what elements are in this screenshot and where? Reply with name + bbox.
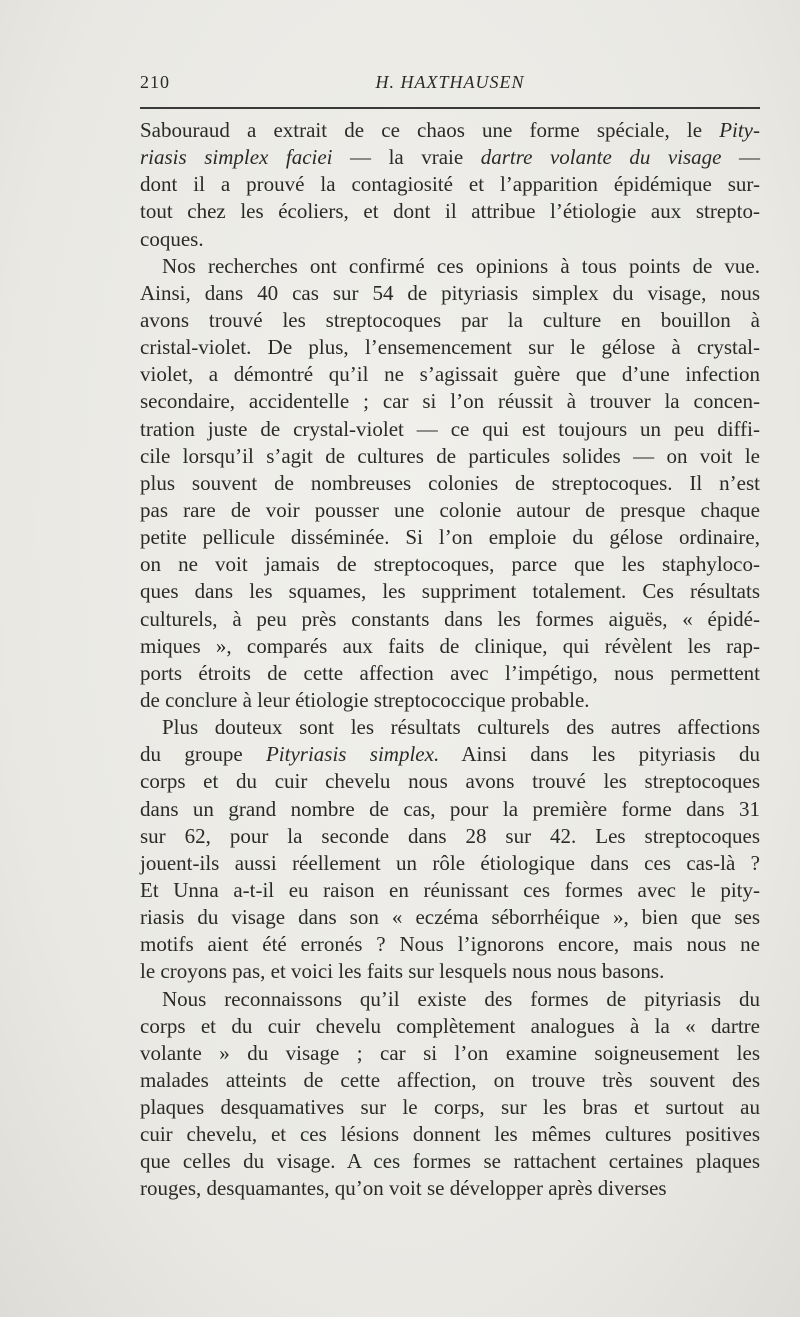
text-run: on ne voit jamais de streptocoques, parce que les staphyloco-	[140, 552, 760, 577]
text-line	[140, 144, 760, 171]
text-line	[140, 741, 760, 768]
text-run: cile lorsqu’il s’agit de cultures de particules solides — on voit le	[140, 443, 760, 468]
text-line	[140, 1067, 760, 1094]
italic-run: Pity-	[719, 118, 760, 142]
text-line	[140, 280, 760, 307]
text-run: de conclure à leur étiologie streptococcique probable.	[140, 687, 590, 712]
text-line	[140, 1013, 760, 1040]
text-run: Plus douteux sont les résultats culturels des autres affections	[162, 715, 760, 740]
text-line	[140, 171, 760, 198]
text-run: du groupe	[140, 742, 266, 767]
text-run: dont il a prouvé la contagiosité et l’apparition épidémique sur-	[140, 172, 760, 197]
text-line	[140, 524, 760, 551]
text-run: Et Unna a-t-il eu raison en réunissant ces formes avec le pity-	[140, 877, 760, 902]
page-header	[140, 72, 760, 100]
text-line	[140, 796, 760, 823]
text-line	[140, 986, 760, 1013]
text-run: Sabouraud a extrait de ce chaos une forme spéciale, le	[140, 118, 720, 142]
text-line	[140, 443, 760, 470]
text-line	[140, 687, 760, 714]
text-line	[140, 606, 760, 633]
body-text	[140, 117, 760, 1203]
text-run: culturels, à peu près constants dans les formes aiguës, « épidé-	[140, 606, 760, 631]
text-run: riasis du visage dans son « eczéma séborrhéique », bien que ses	[140, 905, 760, 930]
text-line	[140, 1040, 760, 1067]
text-run: coques.	[140, 226, 204, 251]
text-run: jouent-ils aussi réellement un rôle étiologique dans ces cas-là ?	[140, 850, 760, 875]
text-run: Nous reconnaissons qu’il existe des formes de pityriasis du	[162, 986, 760, 1011]
text-line	[140, 1175, 760, 1202]
text-run: tration juste de crystal-violet — ce qui est toujours un peu diffi-	[140, 416, 760, 441]
text-line	[140, 1148, 760, 1175]
text-line	[140, 361, 760, 388]
text-run: violet, a démontré qu’il ne s’agissait guère que d’une infection	[140, 362, 760, 387]
text-line	[140, 877, 760, 904]
italic-run: riasis simplex faciei	[140, 145, 333, 170]
text-line	[140, 958, 760, 985]
text-line	[140, 904, 760, 931]
text-run: volante » du visage ; car si l’on examine soigneusement les	[140, 1040, 760, 1065]
page-number: 210	[140, 72, 170, 92]
text-run: petite pellicule disséminée. Si l’on emploie du gélose ordinaire,	[140, 525, 760, 550]
text-run: —	[721, 145, 761, 170]
text-line	[140, 226, 760, 253]
text-run: plus souvent de nombreuses colonies de streptocoques. Il n’est	[140, 470, 760, 495]
header-rule	[140, 107, 760, 109]
text-line	[140, 416, 760, 443]
text-run: Ainsi dans les pityriasis du	[439, 742, 760, 767]
text-line	[140, 470, 760, 497]
text-run: avons trouvé les streptocoques par la culture en bouillon à	[140, 307, 760, 332]
text-line	[140, 823, 760, 850]
text-line	[140, 1121, 760, 1148]
text-run: Nos recherches ont confirmé ces opinions à tous points de vue.	[162, 253, 760, 278]
text-line	[140, 660, 760, 687]
italic-run: Pityriasis simplex.	[265, 742, 440, 767]
text-run: sur 62, pour la seconde dans 28 sur 42. Les streptocoques	[140, 823, 760, 848]
text-line	[140, 931, 760, 958]
text-line	[140, 633, 760, 660]
text-run: cristal-violet. De plus, l’ensemencement sur le gélose à crystal-	[140, 335, 760, 360]
text-line	[140, 768, 760, 795]
text-line	[140, 497, 760, 524]
text-line	[140, 253, 760, 280]
text-line	[140, 850, 760, 877]
text-run: cuir chevelu, et ces lésions donnent les mêmes cultures positives	[140, 1122, 760, 1147]
text-line	[140, 551, 760, 578]
text-line	[140, 334, 760, 361]
text-run: plaques desquamatives sur le corps, sur les bras et surtout au	[140, 1095, 760, 1120]
running-title: H. HAXTHAUSEN	[375, 72, 525, 92]
text-line	[140, 714, 760, 741]
text-run: corps et du cuir chevelu complètement analogues à la « dartre	[140, 1013, 760, 1038]
text-run: secondaire, accidentelle ; car si l’on réussit à trouver la concen-	[140, 389, 760, 414]
text-run: motifs aient été erronés ? Nous l’ignorons encore, mais nous ne	[140, 932, 760, 957]
text-run: — la vraie	[332, 145, 481, 170]
text-line	[140, 1094, 760, 1121]
text-run: ports étroits de cette affection avec l’impétigo, nous permettent	[140, 660, 760, 685]
text-run: que celles du visage. A ces formes se rattachent certaines plaques	[140, 1149, 760, 1174]
text-line	[140, 198, 760, 225]
text-run: dans un grand nombre de cas, pour la première forme dans 31	[140, 796, 760, 821]
text-run: ques dans les squames, les suppriment totalement. Ces résultats	[140, 579, 760, 604]
text-run: Ainsi, dans 40 cas sur 54 de pityriasis simplex du visage, nous	[140, 280, 760, 305]
text-run: pas rare de voir pousser une colonie autour de presque chaque	[140, 497, 760, 522]
text-line	[140, 307, 760, 334]
text-run: corps et du cuir chevelu nous avons trouvé les streptocoques	[140, 769, 760, 794]
text-line	[140, 117, 760, 144]
text-line	[140, 388, 760, 415]
italic-run: dartre volante du visage	[480, 145, 722, 170]
text-run: le croyons pas, et voici les faits sur lesquels nous nous basons.	[140, 959, 665, 984]
text-line	[140, 578, 760, 605]
text-run: tout chez les écoliers, et dont il attribue l’étiologie aux strepto-	[140, 199, 760, 224]
text-run: miques », comparés aux faits de clinique, qui révèlent les rap-	[140, 633, 760, 658]
text-run: malades atteints de cette affection, on trouve très souvent des	[140, 1067, 760, 1092]
text-run: rouges, desquamantes, qu’on voit se développer après diverses	[140, 1176, 667, 1201]
